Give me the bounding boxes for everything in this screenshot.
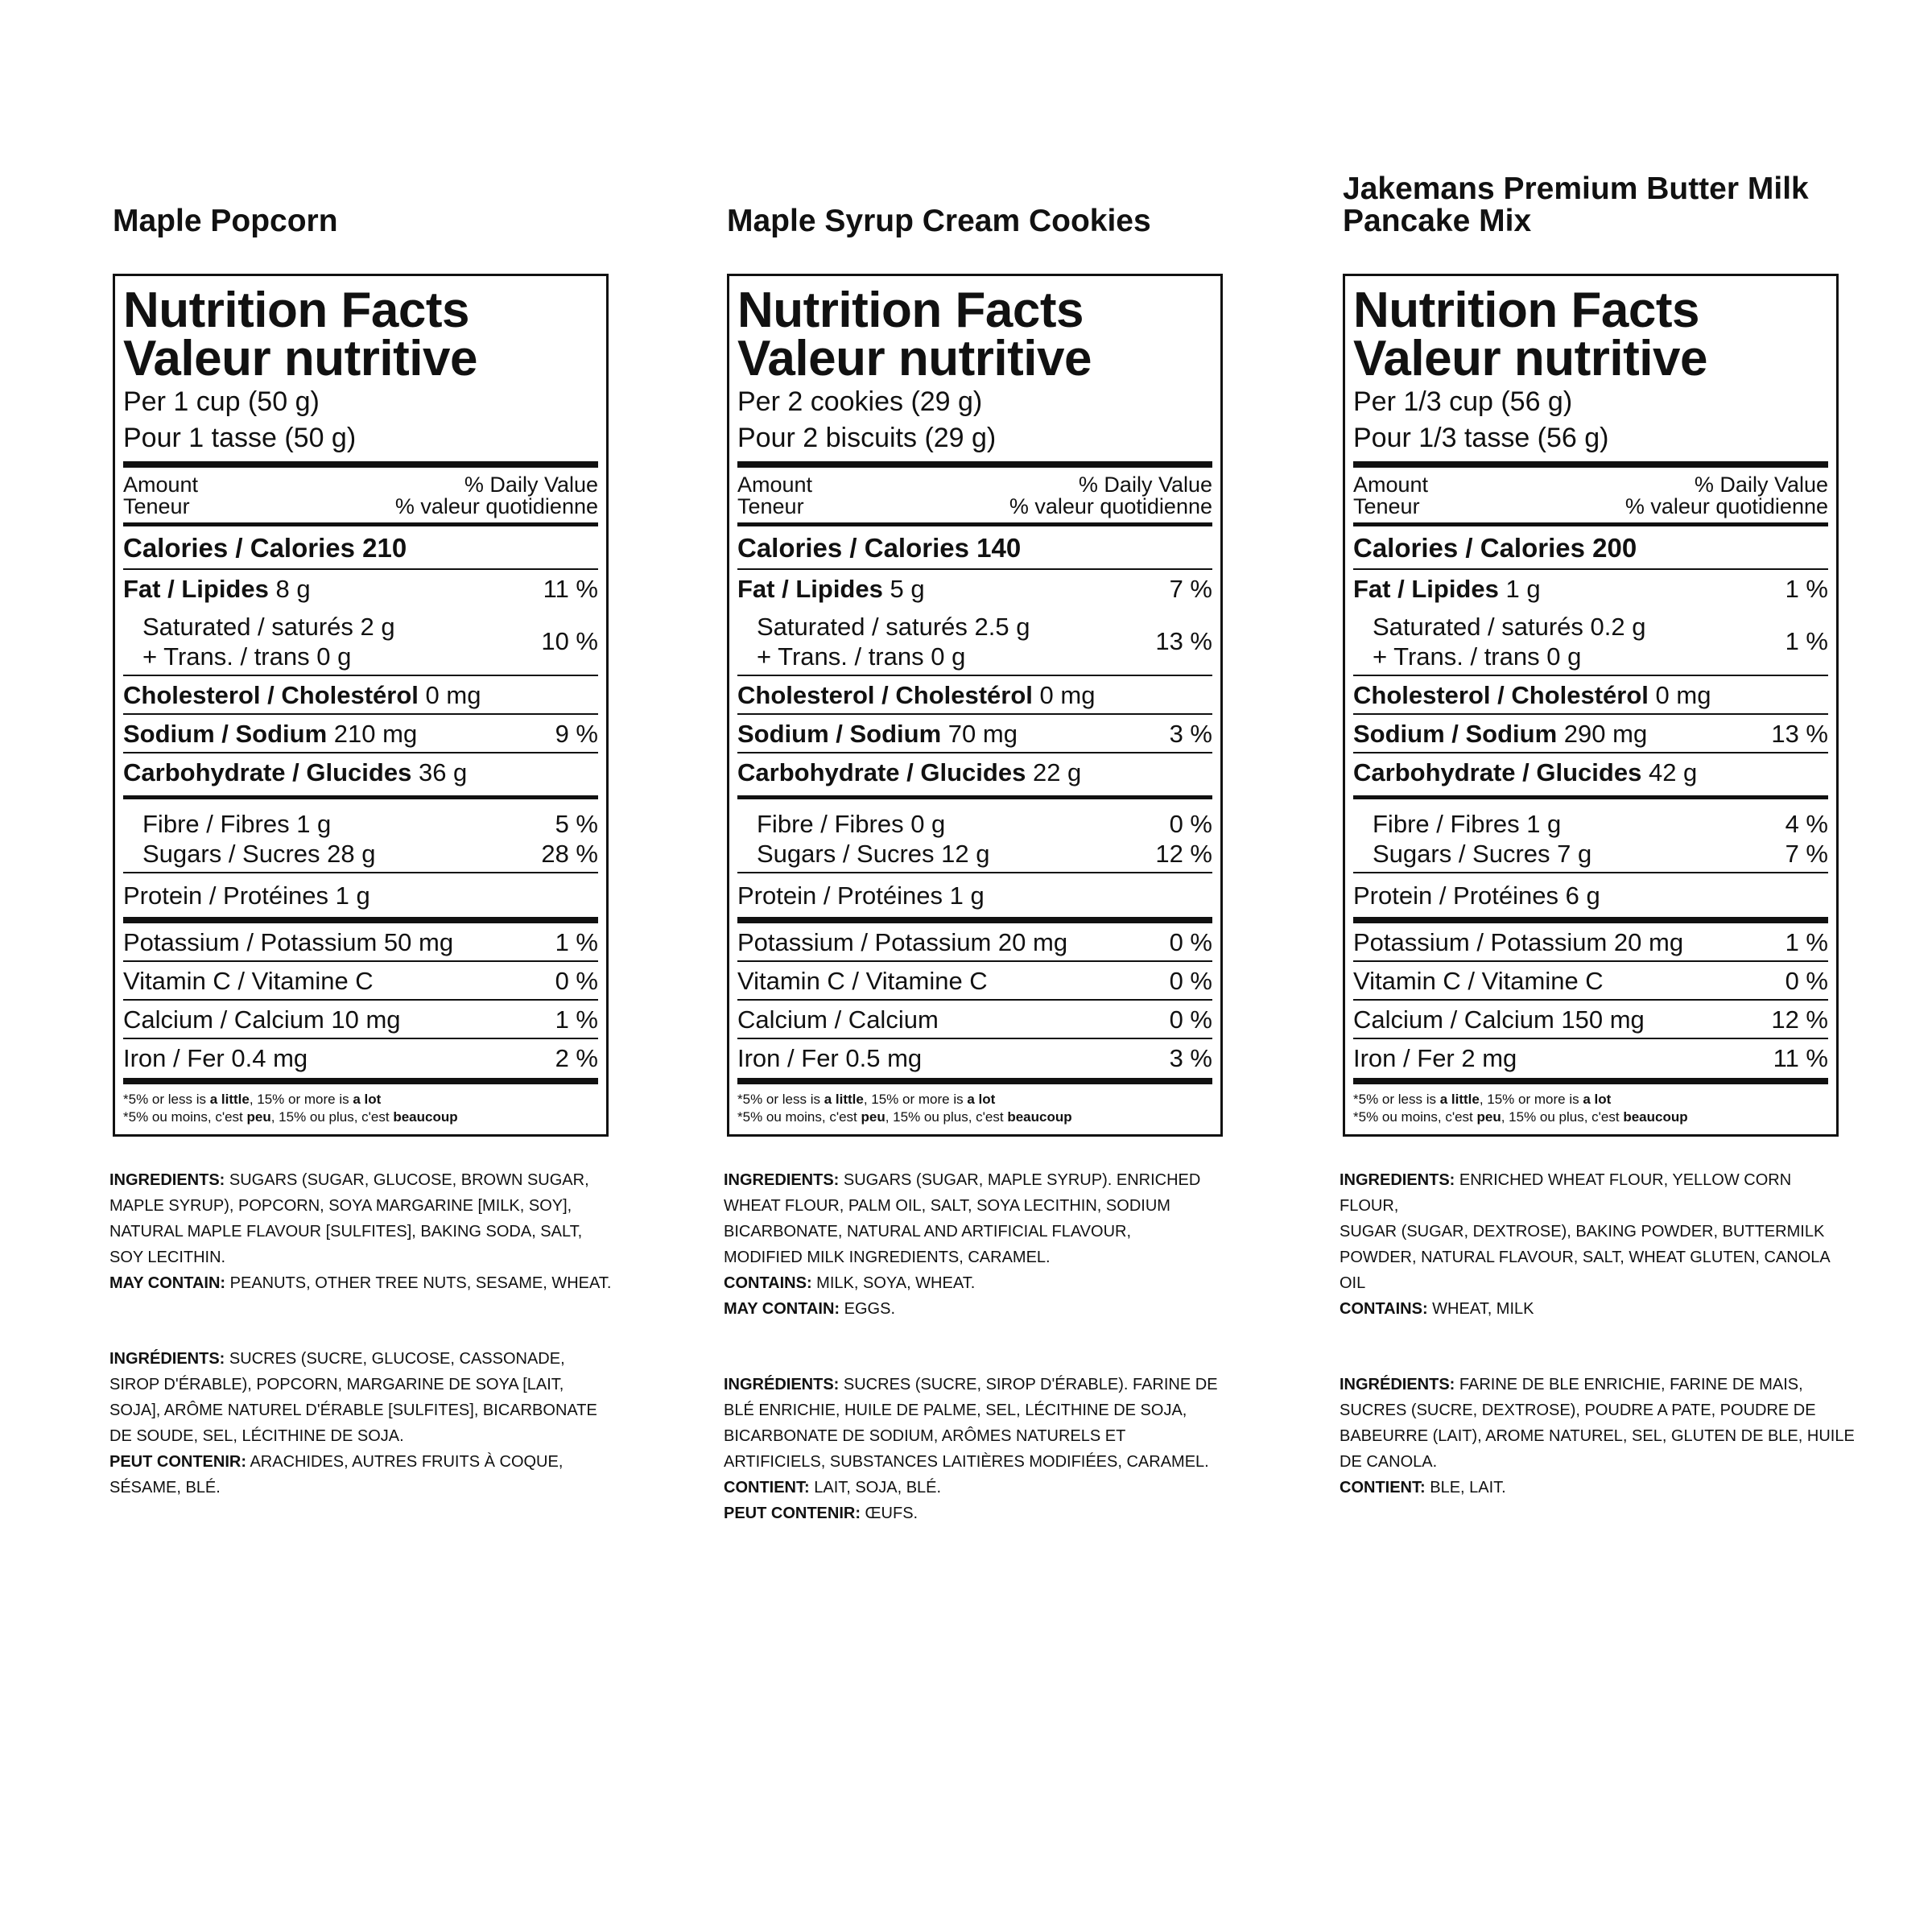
footnote [737,1084,1212,1126]
ingredients-line: CONTIENT: BLE, LAIT. [1340,1479,1506,1496]
ingredients-line: PEUT CONTENIR: ARACHIDES, AUTRES FRUITS À COQUE, [109,1453,564,1471]
cholesterol-row [737,676,1212,713]
saturated-trans-row [123,607,598,675]
fat-label: Fat / Lipides [1353,575,1499,603]
footnote-fr: *5% ou moins, c'est peu, 15% ou plus, c'est beaucoup [1353,1109,1688,1125]
sugars-line: Sugars / Sucres 7 g [1373,840,1592,868]
ingredients-line: MAY CONTAIN: EGGS. [724,1300,895,1318]
product-name: Maple Popcorn [113,204,338,238]
calcium-line: Calcium / Calcium [737,1005,939,1034]
ingredients-line: BICARBONATE DE SODIUM, ARÔMES NATURELS ET [724,1427,1126,1445]
product-name: Jakemans Premium Butter Milk Pancake Mix [1343,171,1809,238]
potassium-row [1353,923,1828,960]
vitamin-c-percent: 0 % [1785,967,1828,995]
serving-size-fr: Pour 1 tasse (50 g) [123,423,357,453]
ingredients-section [1340,1167,1855,1550]
ingredients-line: INGRÉDIENTS: SUCRES (SUCRE, SIROP D'ÉRABLE). FARINE DE [724,1376,1218,1393]
trans-line: + Trans. / trans 0 g [757,642,966,671]
calories-label: Calories / Calories [123,533,355,563]
ingredients-line: INGREDIENTS: ENRICHED WHEAT FLOUR, YELLOW CORN FLOUR, [1340,1171,1792,1215]
sodium-amount: 210 mg [333,720,418,748]
calcium-row [1353,1001,1828,1038]
protein-line: Protein / Protéines 6 g [1353,881,1600,910]
ingredients-line: BLÉ ENRICHIE, HUILE DE PALME, SEL, LÉCITHINE DE SOJA, [724,1402,1187,1419]
title-en: Nutrition Facts [737,283,1084,338]
protein-row [1353,873,1828,917]
divider [737,461,1212,468]
ingredients-line: POWDER, NATURAL FLAVOUR, SALT, WHEAT GLUTEN, CANOLA OIL [1340,1249,1830,1292]
amount-label-fr: Teneur [123,494,190,518]
daily-value-label-fr: % valeur quotidienne [1009,494,1212,518]
sugars-line: Sugars / Sucres 28 g [142,840,376,868]
calories-label: Calories / Calories [1353,533,1585,563]
ingredients-line: SUCRES (SUCRE, DEXTROSE), POUDRE A PATE, POUDRE DE [1340,1402,1816,1419]
potassium-line: Potassium / Potassium 20 mg [1353,928,1684,956]
ingredients-block-fr [724,1372,1239,1526]
calcium-row [123,1001,598,1038]
fat-row [1353,570,1828,607]
sugars-percent: 12 % [1155,840,1212,868]
vitamin-c-line: Vitamin C / Vitamine C [123,967,374,995]
iron-row [1353,1039,1828,1076]
ingredients-line: DE SOUDE, SEL, LÉCITHINE DE SOJA. [109,1427,404,1445]
amount-header [123,468,598,522]
vitamin-c-row [1353,962,1828,999]
ingredients-line: DE CANOLA. [1340,1453,1438,1471]
ingredients-line: INGREDIENTS: SUGARS (SUGAR, GLUCOSE, BROWN SUGAR, [109,1171,589,1189]
iron-row [737,1039,1212,1076]
trans-line: + Trans. / trans 0 g [142,642,352,671]
ingredients-block-en [724,1167,1239,1322]
protein-line: Protein / Protéines 1 g [123,881,370,910]
ingredients-section [724,1167,1239,1576]
fibre-percent: 5 % [555,810,598,838]
fat-row [123,570,598,607]
ingredients-line: INGREDIENTS: SUGARS (SUGAR, MAPLE SYRUP). ENRICHED [724,1171,1201,1189]
fibre-line: Fibre / Fibres 0 g [757,810,946,838]
title-fr: Valeur nutritive [123,331,477,386]
sugars-percent: 28 % [541,840,598,868]
sodium-row [737,715,1212,752]
cholesterol-amount: 0 mg [425,681,481,709]
potassium-row [737,923,1212,960]
fibre-line: Fibre / Fibres 1 g [1373,810,1562,838]
divider [1353,1078,1828,1084]
vitamin-c-percent: 0 % [555,967,598,995]
calories-label: Calories / Calories [737,533,969,563]
sodium-label: Sodium / Sodium [737,720,942,748]
sugars-percent: 7 % [1785,840,1828,868]
ingredients-line: SOJA], ARÔME NATUREL D'ÉRABLE [SULFITES], BICARBONATE [109,1402,597,1419]
ingredients-line: INGRÉDIENTS: SUCRES (SUCRE, GLUCOSE, CASSONADE, [109,1350,565,1368]
carbohydrate-label: Carbohydrate / Glucides [737,758,1026,786]
ingredients-line: SÉSAME, BLÉ. [109,1479,221,1496]
ingredients-line: MAPLE SYRUP), POPCORN, SOYA MARGARINE [MILK, SOY], [109,1197,572,1215]
calories-value: 200 [1592,533,1637,563]
fat-label: Fat / Lipides [123,575,269,603]
carbohydrate-label: Carbohydrate / Glucides [1353,758,1642,786]
potassium-row [123,923,598,960]
nutrition-facts-panel [727,274,1223,1137]
saturated-line: Saturated / saturés 2 g [142,613,395,641]
vitamin-c-line: Vitamin C / Vitamine C [1353,967,1604,995]
fat-amount: 1 g [1505,575,1541,603]
vitamin-c-row [737,962,1212,999]
calories-row [1353,526,1828,568]
title-en: Nutrition Facts [123,283,469,338]
footnote [123,1084,598,1126]
ingredients-line: ARTIFICIELS, SUBSTANCES LAITIÈRES MODIFIÉES, CARAMEL. [724,1453,1209,1471]
ingredients-block-fr [1340,1372,1855,1501]
amount-label-en: Amount [737,473,813,497]
protein-line: Protein / Protéines 1 g [737,881,985,910]
potassium-percent: 0 % [1169,928,1212,956]
saturated-trans-row [737,607,1212,675]
ingredients-block-fr [109,1346,625,1501]
carbohydrate-label: Carbohydrate / Glucides [123,758,412,786]
cholesterol-label: Cholesterol / Cholestérol [737,681,1033,709]
ingredients-line: WHEAT FLOUR, PALM OIL, SALT, SOYA LECITHIN, SODIUM [724,1197,1170,1215]
potassium-line: Potassium / Potassium 20 mg [737,928,1068,956]
nutrition-facts-panel [113,274,609,1137]
divider [123,917,598,923]
ingredients-line: INGRÉDIENTS: FARINE DE BLE ENRICHIE, FARINE DE MAIS, [1340,1376,1803,1393]
ingredients-line: PEUT CONTENIR: ŒUFS. [724,1505,919,1522]
sodium-row [1353,715,1828,752]
cholesterol-amount: 0 mg [1039,681,1096,709]
fat-label: Fat / Lipides [737,575,883,603]
fibre-percent: 4 % [1785,810,1828,838]
trans-line: + Trans. / trans 0 g [1373,642,1582,671]
sodium-percent: 9 % [555,720,598,748]
ingredients-block-en [1340,1167,1855,1322]
sodium-label: Sodium / Sodium [1353,720,1558,748]
vitamin-c-row [123,962,598,999]
potassium-line: Potassium / Potassium 50 mg [123,928,454,956]
divider [737,917,1212,923]
amount-label-en: Amount [1353,473,1429,497]
iron-percent: 11 % [1773,1044,1828,1072]
vitamin-c-percent: 0 % [1169,967,1212,995]
cholesterol-amount: 0 mg [1655,681,1711,709]
calories-value: 140 [976,533,1022,563]
calcium-percent: 1 % [555,1005,598,1034]
potassium-percent: 1 % [1785,928,1828,956]
sodium-percent: 13 % [1771,720,1828,748]
carbohydrate-amount: 22 g [1032,758,1082,786]
ingredients-line: MAY CONTAIN: PEANUTS, OTHER TREE NUTS, SESAME, WHEAT. [109,1274,612,1292]
amount-label-fr: Teneur [1353,494,1420,518]
iron-percent: 3 % [1169,1044,1212,1072]
iron-percent: 2 % [555,1044,598,1072]
serving-size-fr: Pour 2 biscuits (29 g) [737,423,997,453]
calcium-line: Calcium / Calcium 10 mg [123,1005,401,1034]
iron-row [123,1039,598,1076]
saturated-line: Saturated / saturés 2.5 g [757,613,1030,641]
calories-row [123,526,598,568]
vitamin-c-line: Vitamin C / Vitamine C [737,967,988,995]
sodium-amount: 290 mg [1563,720,1648,748]
divider [123,1078,598,1084]
amount-label-en: Amount [123,473,199,497]
sodium-amount: 70 mg [947,720,1018,748]
fat-amount: 5 g [890,575,925,603]
calcium-percent: 12 % [1771,1005,1828,1034]
footnote-en: *5% or less is a little, 15% or more is a lot [737,1092,996,1107]
serving-size-en: Per 1 cup (50 g) [123,386,320,417]
iron-line: Iron / Fer 0.4 mg [123,1044,308,1072]
sugars-line: Sugars / Sucres 12 g [757,840,990,868]
iron-line: Iron / Fer 0.5 mg [737,1044,923,1072]
footnote [1353,1084,1828,1126]
iron-line: Iron / Fer 2 mg [1353,1044,1517,1072]
nutrition-facts-panel [1343,274,1839,1137]
sodium-row [123,715,598,752]
cholesterol-label: Cholesterol / Cholestérol [1353,681,1649,709]
footnote-en: *5% or less is a little, 15% or more is a lot [1353,1092,1612,1107]
daily-value-label-fr: % valeur quotidienne [394,494,598,518]
saturated-percent: 1 % [1785,627,1828,655]
calcium-percent: 0 % [1169,1005,1212,1034]
footnote-en: *5% or less is a little, 15% or more is a lot [123,1092,382,1107]
fibre-line: Fibre / Fibres 1 g [142,810,332,838]
fat-row [737,570,1212,607]
cholesterol-row [1353,676,1828,713]
ingredients-line: BICARBONATE, NATURAL AND ARTIFICIAL FLAVOUR, [724,1223,1132,1241]
fat-percent: 11 % [543,575,598,603]
potassium-percent: 1 % [555,928,598,956]
saturated-trans-row [1353,607,1828,675]
divider [1353,917,1828,923]
divider [737,1078,1212,1084]
serving-size-en: Per 1/3 cup (56 g) [1353,386,1573,417]
ingredients-block-en [109,1167,625,1296]
carbohydrate-row [1353,753,1828,791]
ingredients-line: SUGAR (SUGAR, DEXTROSE), BAKING POWDER, BUTTERMILK [1340,1223,1825,1241]
amount-label-fr: Teneur [737,494,804,518]
fat-percent: 7 % [1169,575,1212,603]
serving-size-en: Per 2 cookies (29 g) [737,386,983,417]
ingredients-section [109,1167,625,1550]
carbohydrate-amount: 36 g [418,758,468,786]
cholesterol-row [123,676,598,713]
title-fr: Valeur nutritive [737,331,1092,386]
fibre-percent: 0 % [1169,810,1212,838]
amount-header [737,468,1212,522]
ingredients-line: NATURAL MAPLE FLAVOUR [SULFITES], BAKING SODA, SALT, [109,1223,583,1241]
fibre-sugars-row [1353,799,1828,872]
amount-header [1353,468,1828,522]
protein-row [737,873,1212,917]
product-name: Maple Syrup Cream Cookies [727,204,1151,238]
ingredients-line: CONTIENT: LAIT, SOJA, BLÉ. [724,1479,942,1496]
carbohydrate-row [123,753,598,791]
cholesterol-label: Cholesterol / Cholestérol [123,681,419,709]
ingredients-line: BABEURRE (LAIT), AROME NATUREL, SEL, GLUTEN DE BLE, HUILE [1340,1427,1855,1445]
fat-amount: 8 g [275,575,311,603]
carbohydrate-row [737,753,1212,791]
divider [1353,461,1828,468]
footnote-fr: *5% ou moins, c'est peu, 15% ou plus, c'est beaucoup [123,1109,458,1125]
fibre-sugars-row [123,799,598,872]
daily-value-label-en: % Daily Value [464,473,598,497]
protein-row [123,873,598,917]
daily-value-label-en: % Daily Value [1078,473,1212,497]
saturated-percent: 13 % [1155,627,1212,655]
daily-value-label-fr: % valeur quotidienne [1624,494,1828,518]
calcium-line: Calcium / Calcium 150 mg [1353,1005,1645,1034]
carbohydrate-amount: 42 g [1648,758,1698,786]
ingredients-line: MODIFIED MILK INGREDIENTS, CARAMEL. [724,1249,1051,1266]
title-en: Nutrition Facts [1353,283,1699,338]
ingredients-line: CONTAINS: MILK, SOYA, WHEAT. [724,1274,976,1292]
saturated-percent: 10 % [541,627,598,655]
calories-row [737,526,1212,568]
serving-size-fr: Pour 1/3 tasse (56 g) [1353,423,1609,453]
calories-value: 210 [362,533,407,563]
title-fr: Valeur nutritive [1353,331,1707,386]
ingredients-line: SOY LECITHIN. [109,1249,226,1266]
calcium-row [737,1001,1212,1038]
ingredients-line: SIROP D'ÉRABLE), POPCORN, MARGARINE DE SOYA [LAIT, [109,1376,564,1393]
ingredients-line: CONTAINS: WHEAT, MILK [1340,1300,1534,1318]
divider [123,461,598,468]
sodium-label: Sodium / Sodium [123,720,328,748]
saturated-line: Saturated / saturés 0.2 g [1373,613,1646,641]
footnote-fr: *5% ou moins, c'est peu, 15% ou plus, c'est beaucoup [737,1109,1072,1125]
fat-percent: 1 % [1785,575,1828,603]
fibre-sugars-row [737,799,1212,872]
daily-value-label-en: % Daily Value [1694,473,1828,497]
sodium-percent: 3 % [1169,720,1212,748]
